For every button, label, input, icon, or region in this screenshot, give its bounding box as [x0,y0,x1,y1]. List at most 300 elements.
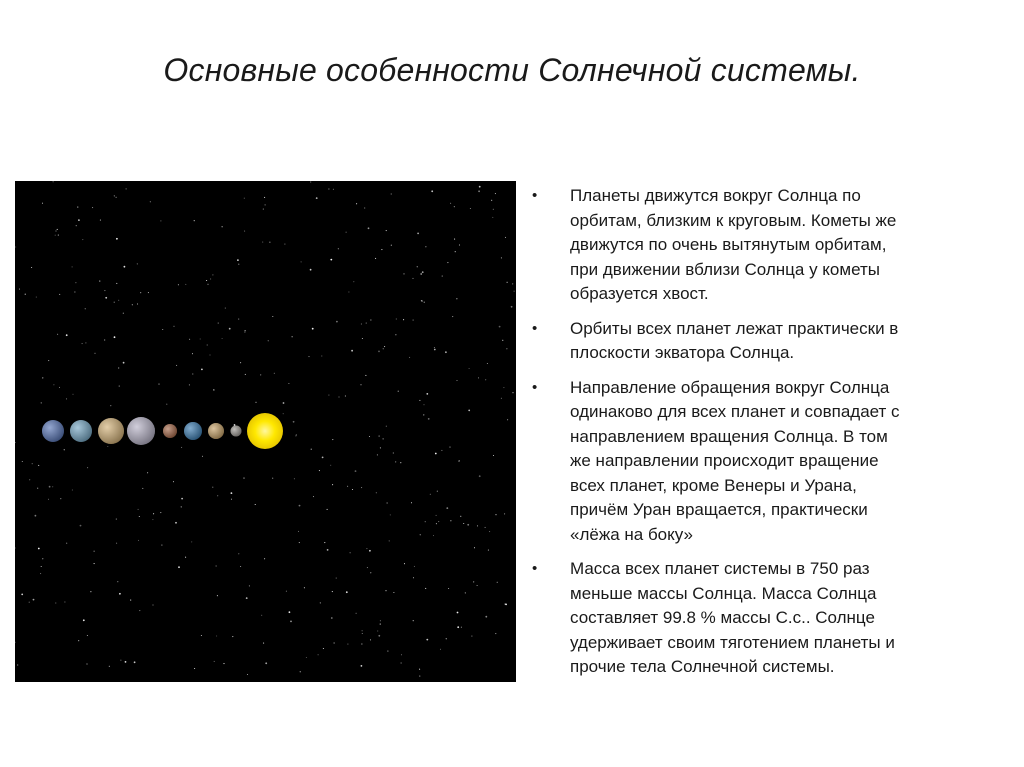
star [90,591,91,592]
star [64,449,65,450]
star [501,398,502,399]
star [237,259,239,261]
star [152,519,153,520]
star [485,527,486,528]
star [189,339,190,340]
star [336,321,338,323]
star [42,558,43,559]
star [116,197,117,198]
star [306,657,307,658]
star [401,654,402,655]
slide-title: Основные особенности Солнечной системы. [163,52,861,88]
star [436,515,437,516]
star [53,384,54,385]
star [290,621,292,623]
star [139,610,140,611]
star [283,413,284,414]
star [422,271,424,273]
star [194,668,195,669]
star [207,344,208,345]
star [202,456,203,457]
star [419,400,420,401]
star [292,336,293,337]
star [124,266,126,268]
star [499,326,501,328]
star [240,566,241,567]
star [396,318,397,319]
star [506,348,507,349]
star [99,281,100,282]
star [348,291,349,292]
star [255,402,256,403]
star [247,674,248,675]
star [366,548,367,549]
star [76,225,77,226]
star [465,592,466,593]
star [94,551,95,552]
star [386,230,387,231]
star [332,591,333,592]
star [423,414,424,415]
star [458,461,459,462]
star [162,329,163,330]
star [479,186,481,188]
star [356,613,357,614]
star [507,419,508,420]
star [118,300,119,301]
star [286,591,287,592]
star [413,577,414,578]
star [150,201,151,202]
star [319,470,320,471]
star [431,190,433,192]
star [375,258,376,259]
star [123,313,124,314]
star [263,209,264,210]
star [125,661,127,663]
star [245,330,246,331]
bullet-text: Масса всех планет системы в 750 раз меньше массы Солнца. Масса Солнца составляет 99.8 % массы С.с.. Солнце удерживает своим тяготением планеты и прочие тела Солнечной системы. [570,559,895,676]
bullet-item [528,317,988,366]
solar-system-image [15,181,516,682]
star [217,495,218,496]
star [214,661,215,662]
star [55,602,56,603]
star [426,393,428,395]
star [40,573,41,574]
star [295,435,296,436]
star [386,426,387,427]
star [467,524,469,526]
bullet-list [528,184,988,690]
star [77,207,78,208]
star [216,565,217,566]
planet-shading [70,420,92,442]
star [332,484,333,485]
star [378,351,380,353]
star [345,395,346,396]
star [72,266,73,267]
star [38,548,40,550]
star [181,447,182,448]
star [36,297,37,298]
star [328,188,329,189]
star [29,479,30,480]
star [304,587,305,588]
star [55,230,56,231]
star [312,328,314,330]
bullet-mark: • [532,560,538,577]
star [479,475,481,477]
star [384,346,385,347]
star [457,626,459,628]
star [244,231,245,232]
star [440,649,441,650]
star [55,235,56,236]
star [263,643,264,644]
star [22,461,23,462]
star [470,208,471,209]
star [82,239,83,240]
star [173,481,174,482]
star [117,581,118,582]
star [87,467,88,468]
star [58,235,59,236]
star [387,502,388,503]
star [477,525,478,526]
star [505,604,506,605]
star [83,619,85,621]
star [78,219,80,221]
star [53,181,54,182]
star [477,585,478,586]
star [352,489,353,490]
star [485,616,487,618]
star [421,300,422,301]
star [269,242,270,243]
star [232,636,233,637]
star [66,398,67,399]
star [132,304,133,305]
star [41,566,42,567]
star [456,380,457,381]
star [377,454,378,455]
star [178,566,180,568]
star [502,340,503,341]
star [255,504,256,505]
star [455,251,456,252]
star [274,373,275,374]
bullet-text: Планеты движутся вокруг Солнца по орбитам, близким к круговым. Кометы же движутся по очень вытянутым орбитам, при движении вблизи Солнца у кометы образуется хвост. [570,186,897,303]
star [487,363,488,364]
star [512,392,513,393]
star [442,276,443,277]
star [206,280,207,281]
star [283,402,285,404]
star [17,664,18,665]
star [424,302,425,303]
star [147,472,148,473]
star [391,245,392,246]
star [503,387,504,388]
star [395,334,396,335]
star [450,520,451,521]
star [356,203,357,204]
planet-shading [127,417,155,445]
star [64,601,65,602]
star [327,549,329,551]
star [225,308,226,309]
star [318,654,319,655]
star [134,661,136,663]
star [414,566,415,567]
star [355,470,357,472]
star [72,394,73,395]
star [85,342,86,343]
star [505,237,506,238]
star [420,534,421,535]
bullet-text: Направление обращения вокруг Солнца одинаково для всех планет и совпадает с направлением вращения Солнца. В том же направлении происходит вращение всех планет, кроме Венеры и Урана, причём Уран вращается, практически «лёжа на боку» [570,377,900,544]
bullet-text: Орбиты всех планет лежат практически в плоскости экватора Солнца. [570,318,899,362]
bullet-mark: • [532,187,538,204]
star [80,525,82,527]
star [116,283,117,284]
star [380,624,381,625]
star [403,319,404,320]
star [262,242,263,243]
star [123,362,125,364]
star [105,297,107,299]
star [322,457,324,459]
star [52,486,53,487]
star [15,246,16,247]
star [390,514,391,515]
bullet-mark: • [532,319,538,337]
star [218,323,219,324]
star [178,284,179,285]
star [361,323,362,324]
star [360,384,361,385]
star [137,303,138,304]
star [448,588,449,589]
star [457,612,459,614]
star [238,319,239,320]
star [468,410,470,412]
bullet-item [528,557,988,680]
star [333,189,334,190]
star [210,278,211,279]
star [351,350,353,352]
star [327,509,328,510]
star [441,450,442,451]
star [361,665,363,667]
star [435,453,437,455]
star [158,384,159,385]
star [321,355,322,356]
star [138,540,139,541]
star [231,499,232,500]
star [485,379,486,380]
star [118,367,119,368]
star [284,244,285,245]
star [264,558,265,559]
star [330,465,331,466]
star [181,506,182,507]
star [185,284,186,285]
star [346,591,348,593]
star [100,220,101,221]
star [222,338,223,339]
star [130,600,131,601]
star [176,365,177,366]
star [461,627,462,628]
star [446,507,448,509]
star [175,522,177,524]
star [436,523,437,524]
star [381,249,382,250]
star [243,478,244,479]
star [425,246,426,247]
star [332,439,333,440]
star [511,306,513,308]
star [411,502,412,503]
star [298,531,299,532]
star [48,360,49,361]
star [361,487,362,488]
star [120,660,121,661]
star [324,542,325,543]
star [495,193,496,194]
star [60,498,61,499]
star [376,492,377,493]
star [353,281,354,282]
star [213,390,214,391]
star [488,550,489,551]
star [94,353,95,354]
star [471,636,472,637]
star [300,671,301,672]
star [367,567,368,568]
star [185,557,186,558]
star [320,602,321,603]
star [493,209,494,210]
star [57,229,58,230]
star [412,278,413,279]
star [152,604,153,605]
star [400,462,401,463]
star [223,663,224,664]
star [380,620,381,621]
star [478,377,479,378]
star [362,630,363,631]
star [438,521,439,522]
star [264,197,265,198]
star [370,639,371,640]
star [92,207,93,208]
star [25,294,26,295]
star [347,644,348,645]
star [463,523,464,524]
star [495,514,496,515]
star [369,550,371,552]
star [417,233,419,235]
star [469,368,470,369]
star [398,391,399,392]
planet-shading [184,422,202,440]
star [338,248,339,249]
star [66,334,68,336]
star [379,436,380,437]
star [166,404,167,405]
star [33,599,35,601]
star [474,547,475,548]
star [49,486,51,488]
star [229,328,231,330]
star [299,542,300,543]
planet-shading [231,426,242,437]
star [107,446,108,447]
star [42,377,43,378]
star [19,289,20,290]
star [139,516,140,517]
star [181,498,183,500]
star [104,339,105,340]
star [387,651,388,652]
star [380,447,381,448]
star [323,648,324,649]
star [346,232,347,233]
star [74,291,75,292]
star [265,204,266,205]
star [310,269,312,271]
star [361,643,362,644]
star [403,273,404,274]
star [192,353,193,354]
star [116,519,117,520]
star [393,592,394,593]
star [460,516,461,517]
star [493,455,494,456]
star [191,541,192,542]
star [48,499,49,500]
star [420,273,422,275]
star [244,198,245,199]
star [57,334,58,335]
star [207,284,208,285]
star [512,283,513,284]
planet-shading [208,423,224,439]
star [238,553,239,554]
star [334,642,335,643]
star [272,478,273,479]
star [383,438,384,439]
star [385,590,386,591]
star [328,395,329,396]
star [447,262,448,263]
sun [247,413,283,449]
star [245,374,246,375]
star [492,217,493,218]
star [272,316,273,317]
star [434,349,436,351]
star [86,663,87,664]
star [437,491,438,492]
star [449,447,450,448]
star [308,356,309,357]
star [338,396,339,397]
star [370,319,371,320]
star [364,207,365,208]
